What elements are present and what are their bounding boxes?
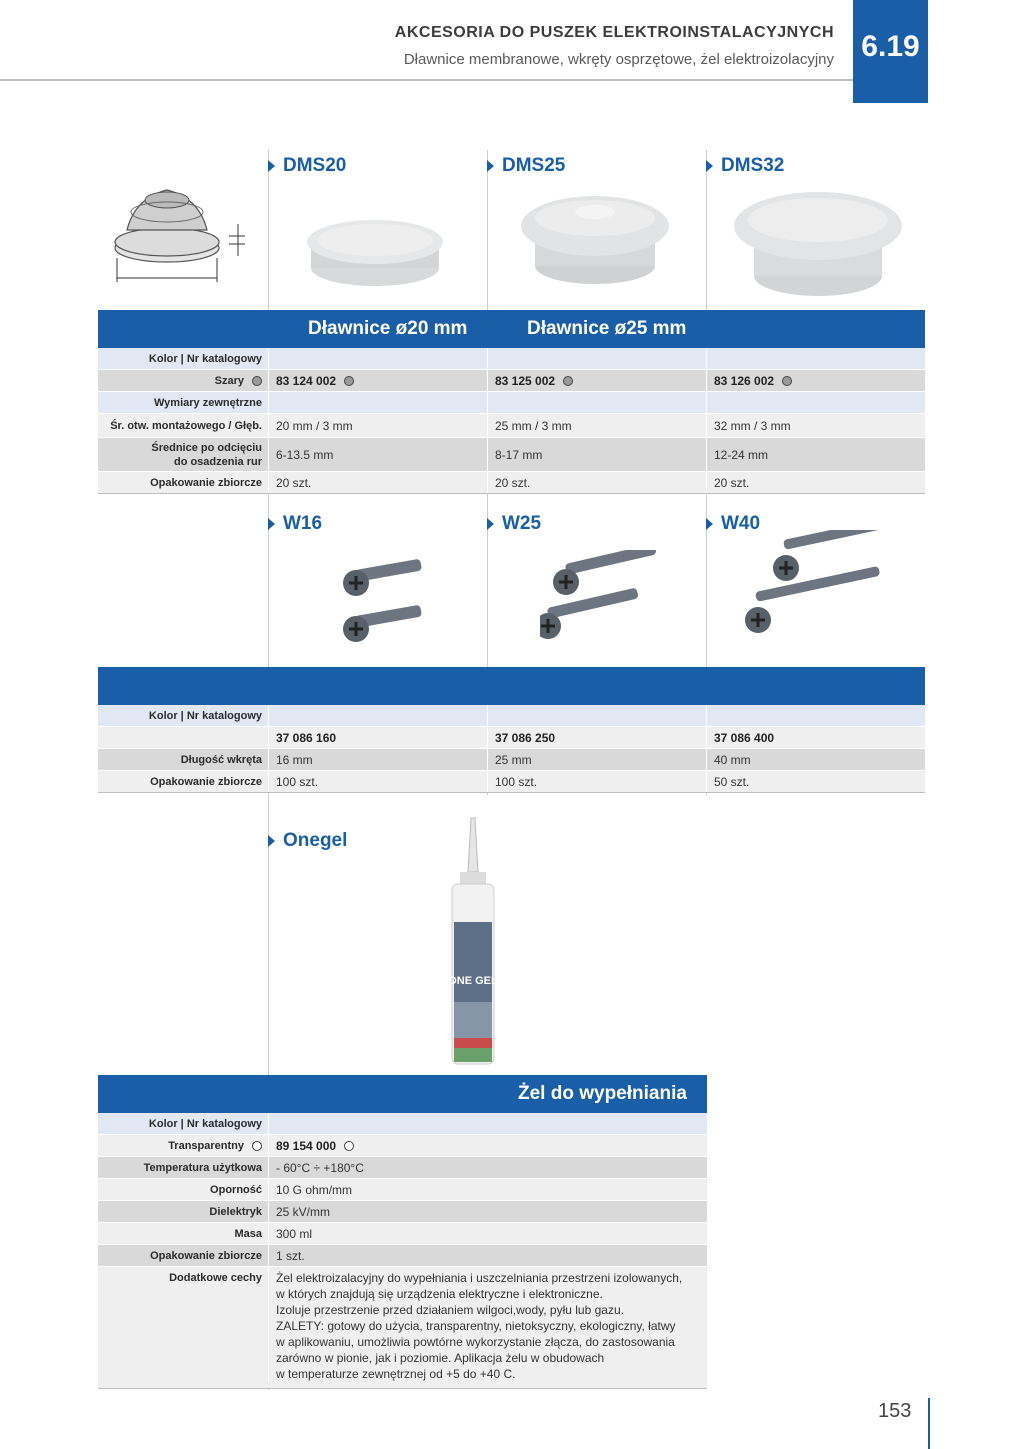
transparent-color-icon [344,1141,354,1151]
tube-label: ONE GEL [448,975,498,987]
table-row: Dielektryk 25 kV/mm [98,1201,707,1223]
arrow-icon [487,160,494,172]
arrow-icon [268,518,275,530]
w-table-header-band [98,667,925,705]
table-row: Wymiary zewnętrzne [98,392,925,414]
dms25-gland-image [515,190,675,290]
arrow-icon [706,160,713,172]
table-row: Długość wkręta 16 mm 25 mm 40 mm [98,749,925,771]
product-heading-w40: W40 [706,513,760,535]
dms20-band-label: Dławnice ø20 mm [308,318,468,339]
table-row: Kolor | Nr katalogowy [98,1113,707,1135]
arrow-icon [268,160,275,172]
table-row: Transparentny 89 154 000 [98,1135,707,1157]
header-divider [0,79,853,81]
dms32-gland-image [728,186,908,301]
table-row: Śr. otw. montażowego / Głęb. 20 mm / 3 mm 25 mm / 3 mm 32 mm / 3 mm [98,414,925,438]
arrow-icon [487,518,494,530]
table-row: Kolor | Nr katalogowy [98,348,925,370]
page-number: 153 [878,1400,912,1422]
onegel-spec-table [98,1075,707,1390]
product-heading-dms20: DMS20 [268,155,346,177]
section-badge: 6.19 [853,0,928,103]
dms-table-header-band [98,310,925,348]
table-row: Średnice po odcięciu do osadzenia rur 6-13.5 mm 8-17 mm 12-24 mm [98,438,925,472]
onegel-description: Żel elektroizalacyjny do wypełniania i uszczelniania przestrzeni izolowanych, w których znajdują się urządzenia elektryczne i elektroniczne. Izoluje przestrzenie przed działaniem wilgoci,wody, pyłu lub gazu. ZALETY: gotowy do użycia, transparentny, nietoksyczny, ekologiczny, łatwy w aplikowaniu, umożliwia powtórne wykorzystanie złącza, do zastosowania zarówno w pionie, jak i poziomie. Aplikacja żelu w obudowach w temperaturze zewnętrznej od +5 do +40 C. [268,1267,707,1382]
table-row: Dodatkowe cechy Żel elektroizalacyjny do wypełniania i uszczelniania przestrzeni izolowanych, w których znajdują się urządzenia elektryczne i elektroniczne. Izoluje przestrzenie przed działaniem wilgoci,wody, pyłu lub gazu. ZALETY: gotowy do użycia, transparentny, nietoksyczny, ekologiczny, łatwy w aplikowaniu, umożliwia powtórne wykorzystanie złącza, do zastosowania zarówno w pionie, jak i poziomie. Aplikacja żelu w obudowach w temperaturze zewnętrznej od +5 do +40 C. [98,1267,707,1389]
table-row: Temperatura użytkowa - 60°C ÷ +180°C [98,1157,707,1179]
product-heading-dms32: DMS32 [706,155,784,177]
table-row: Oporność 10 G ohm/mm [98,1179,707,1201]
grey-color-icon [252,376,262,386]
header-subtitle: Dławnice membranowe, wkręty osprzętowe, żel elektroizolacyjny [403,51,834,68]
w16-screw-image [332,555,432,655]
transparent-color-icon [252,1141,262,1151]
grey-color-icon [563,376,573,386]
dms-spec-table [98,310,925,494]
header-title: AKCESORIA DO PUSZEK ELEKTROINSTALACYJNYCH [394,24,834,41]
grey-color-icon [782,376,792,386]
onegel-band-label: Żel do wypełniania [518,1083,687,1104]
table-row: Opakowanie zbiorcze 100 szt. 100 szt. 50 szt. [98,771,925,793]
w40-screw-image [740,530,920,650]
w25-screw-image [540,550,670,660]
dms25-band-label: Dławnice ø25 mm [527,318,687,339]
dms20-gland-image [300,212,450,292]
product-heading-dms25: DMS25 [487,155,565,177]
table-row: 37 086 160 37 086 250 37 086 400 [98,727,925,749]
table-row: Szary 83 124 002 83 125 002 83 126 002 [98,370,925,392]
page-number-divider [928,1398,930,1449]
gland-technical-drawing [105,178,265,288]
w-spec-table [98,667,925,795]
table-row: Opakowanie zbiorcze 20 szt. 20 szt. 20 szt. [98,472,925,494]
product-heading-w16: W16 [268,513,322,535]
table-row: Masa 300 ml [98,1223,707,1245]
arrow-icon [268,835,275,847]
table-row: Opakowanie zbiorcze 1 szt. [98,1245,707,1267]
product-heading-onegel: Onegel [268,830,347,852]
table-row: Kolor | Nr katalogowy [98,705,925,727]
arrow-icon [706,518,713,530]
grey-color-icon [344,376,354,386]
product-heading-w25: W25 [487,513,541,535]
onegel-tube-image [438,812,508,1070]
